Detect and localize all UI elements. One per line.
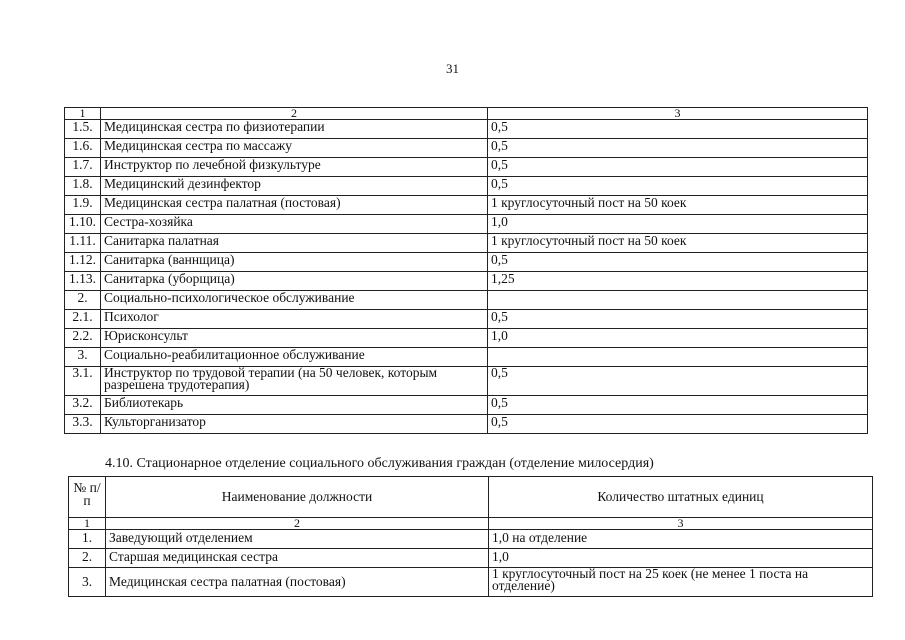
row-count: 1,0 на отделение [489,530,873,549]
row-position: Заведующий отделением [106,530,489,549]
row-number: 1. [69,530,106,549]
table-row [65,396,868,415]
row-number: 1.11. [65,234,101,253]
row-count: 1,0 [489,549,873,568]
row-position: Библиотекарь [101,396,488,415]
table-row [65,367,868,396]
header-position: Наименование должности [106,477,489,518]
row-count: 0,5 [488,139,868,158]
column-number: 2 [106,518,489,530]
row-position: Санитарка (ваннщица) [101,253,488,272]
table-header-row [69,477,873,518]
table-row [65,415,868,434]
row-count: 1 круглосуточный пост на 50 коек [488,196,868,215]
row-number: 3.3. [65,415,101,434]
row-number: 1.10. [65,215,101,234]
table-row [65,139,868,158]
row-count: 0,5 [488,177,868,196]
row-count [488,291,868,310]
column-number: 3 [488,108,868,120]
row-position: Юрисконсульт [101,329,488,348]
header-num: № п/п [69,477,106,518]
row-position: Инструктор по лечебной физкультуре [101,158,488,177]
row-number: 3. [65,348,101,367]
row-number: 3.2. [65,396,101,415]
table-row [65,272,868,291]
row-count [488,348,868,367]
table-row [65,120,868,139]
table-row [65,177,868,196]
table-row [65,329,868,348]
row-position: Старшая медицинская сестра [106,549,489,568]
row-number: 2.2. [65,329,101,348]
row-number: 1.12. [65,253,101,272]
row-number: 3.1. [65,367,101,396]
row-count: 0,5 [488,120,868,139]
table-row [65,253,868,272]
column-number: 2 [101,108,488,120]
row-number: 1.13. [65,272,101,291]
table-row [65,310,868,329]
section-title: 4.10. Стационарное отделение социального обслуживания граждан (отделение милосердия) [105,456,654,471]
table-row [65,196,868,215]
row-count: 1,0 [488,215,868,234]
row-position: Медицинская сестра палатная (постовая) [101,196,488,215]
table-row [65,348,868,367]
row-count: 1 круглосуточный пост на 50 коек [488,234,868,253]
row-number: 1.8. [65,177,101,196]
table-row [65,215,868,234]
row-position: Социально-психологическое обслуживание [101,291,488,310]
row-number: 2. [65,291,101,310]
table-row [69,530,873,549]
row-number: 2. [69,549,106,568]
staffing-table-mercy-department [68,476,873,597]
row-position: Медицинский дезинфектор [101,177,488,196]
row-count: 1 круглосуточный пост на 25 коек (не менее 1 поста на отделение) [489,568,873,597]
row-position: Санитарка палатная [101,234,488,253]
table-row [65,291,868,310]
row-count: 1,25 [488,272,868,291]
row-number: 1.5. [65,120,101,139]
row-number: 2.1. [65,310,101,329]
table-row [69,568,873,597]
column-number: 3 [489,518,873,530]
row-count: 1,0 [488,329,868,348]
row-number: 3. [69,568,106,597]
row-number: 1.6. [65,139,101,158]
row-count: 0,5 [488,367,868,396]
column-number: 1 [65,108,101,120]
row-count: 0,5 [488,415,868,434]
table-row [69,549,873,568]
row-count: 0,5 [488,310,868,329]
table-row [65,234,868,253]
row-number: 1.7. [65,158,101,177]
row-position: Медицинская сестра по физиотерапии [101,120,488,139]
row-position: Культорганизатор [101,415,488,434]
row-count: 0,5 [488,253,868,272]
staffing-table-continued [64,107,868,434]
row-position: Медицинская сестра по массажу [101,139,488,158]
row-position: Социально-реабилитационное обслуживание [101,348,488,367]
row-position: Психолог [101,310,488,329]
row-position: Сестра-хозяйка [101,215,488,234]
row-position: Медицинская сестра палатная (постовая) [106,568,489,597]
row-position: Санитарка (уборщица) [101,272,488,291]
row-count: 0,5 [488,158,868,177]
column-number-row [65,108,868,120]
column-number: 1 [69,518,106,530]
row-number: 1.9. [65,196,101,215]
header-count: Количество штатных единиц [489,477,873,518]
table-row [65,158,868,177]
row-count: 0,5 [488,396,868,415]
column-number-row [69,518,873,530]
row-position: Инструктор по трудовой терапии (на 50 человек, которым разрешена трудотерапия) [101,367,488,396]
page-number: 31 [446,61,459,76]
